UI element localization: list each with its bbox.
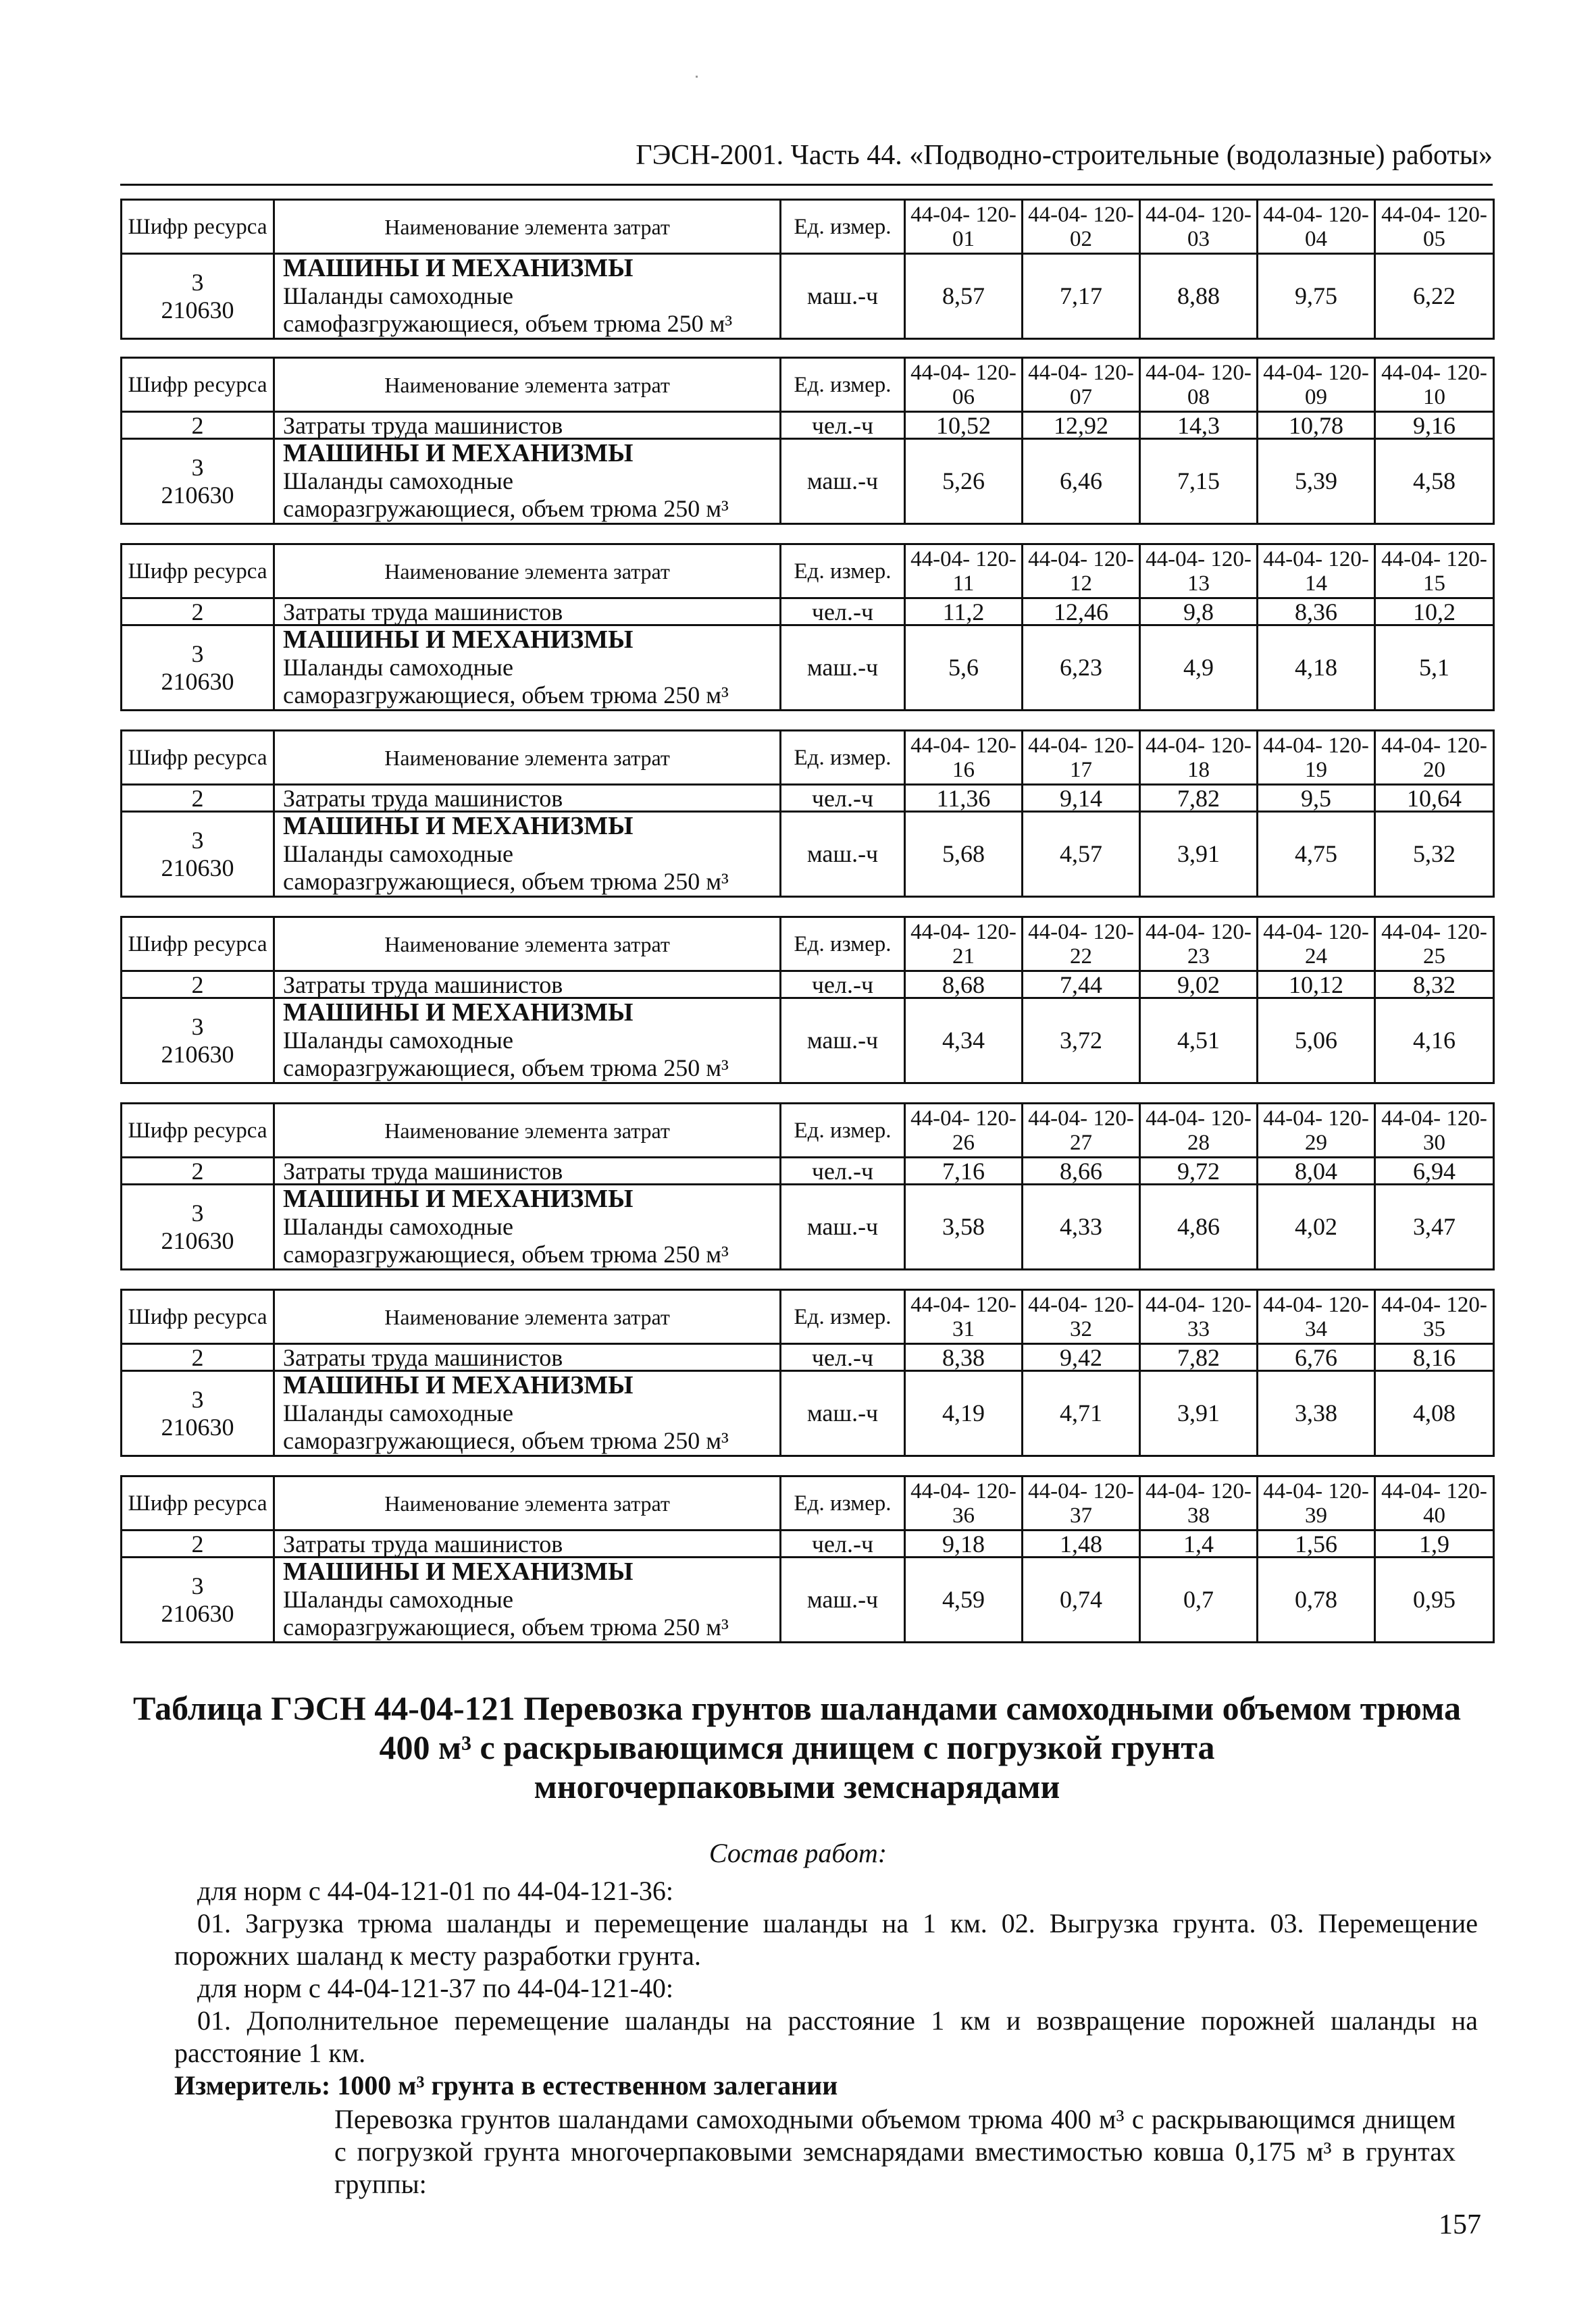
machine-unit: маш.-ч xyxy=(781,998,905,1083)
machine-value: 4,16 xyxy=(1375,998,1494,1083)
machine-value: 4,19 xyxy=(905,1371,1023,1456)
machine-unit: маш.-ч xyxy=(781,1371,905,1456)
norm-code-header: 44-04- 120-17 xyxy=(1023,731,1140,785)
norm-code-header: 44-04- 120-14 xyxy=(1258,544,1375,598)
machine-value: 7,17 xyxy=(1023,254,1140,339)
unit-header: Ед. измер. xyxy=(781,1290,905,1344)
machine-value: 5,06 xyxy=(1258,998,1375,1083)
norm-code-header: 44-04- 120-37 xyxy=(1023,1476,1140,1531)
labor-name: Затраты труда машинистов xyxy=(274,1344,781,1371)
unit-header: Ед. измер. xyxy=(781,358,905,412)
description: Перевозка грунтов шаландами самоходными объемом трюма 400 м³ с раскрывающимся днищем с погрузкой грунта многочерпаковыми земснарядами вместимостью ковша 0,175 м³ в грунтах группы: xyxy=(334,2104,1456,2199)
machine-name: Шаланды самоходные xyxy=(283,282,513,309)
name-header: Наименование элемента затрат xyxy=(274,200,781,254)
machines-section-code: 3 xyxy=(191,826,204,854)
table-title-line-3: многочерпаковыми земснарядами xyxy=(534,1768,1060,1805)
norm-code-header: 44-04- 120-12 xyxy=(1023,544,1140,598)
code-header: Шифр ресурса xyxy=(122,1104,274,1158)
machine-value: 4,9 xyxy=(1140,625,1258,711)
work-items-2: 01. Дополнительное перемещение шаланды на расстояние 1 км и возвращение порожней шаланды на расстояние 1 км. xyxy=(174,2005,1478,2068)
machine-value: 6,22 xyxy=(1375,254,1494,339)
machine-value: 4,08 xyxy=(1375,1371,1494,1456)
machine-unit: маш.-ч xyxy=(781,254,905,339)
labor-value: 8,04 xyxy=(1258,1158,1375,1185)
labor-value: 9,14 xyxy=(1023,785,1140,812)
machine-value: 4,59 xyxy=(905,1558,1023,1643)
machine-name-detail: саморазгружающиеся, объем трюма 250 м³ xyxy=(283,868,729,895)
machines-section-title: МАШИНЫ И МЕХАНИЗМЫ xyxy=(283,812,634,840)
machine-name: Шаланды самоходные xyxy=(283,467,513,494)
name-header: Наименование элемента затрат xyxy=(274,544,781,598)
machines-section-code: 3 xyxy=(191,1012,204,1040)
labor-name: Затраты труда машинистов xyxy=(274,1531,781,1558)
machine-row xyxy=(122,1371,1494,1456)
norm-code-header: 44-04- 120-07 xyxy=(1023,358,1140,412)
norm-code-header: 44-04- 120-39 xyxy=(1258,1476,1375,1531)
machine-value: 5,32 xyxy=(1375,812,1494,897)
machine-name: Шаланды самоходные xyxy=(283,1027,513,1054)
machines-section-title: МАШИНЫ И МЕХАНИЗМЫ xyxy=(283,1185,634,1213)
norms-range-1: для норм с 44-04-121-01 по 44-04-121-36: xyxy=(197,1876,674,1906)
labor-row xyxy=(122,598,1494,625)
resource-table xyxy=(120,199,1495,340)
machine-unit: маш.-ч xyxy=(781,812,905,897)
name-header: Наименование элемента затрат xyxy=(274,917,781,971)
resource-table xyxy=(120,357,1495,525)
labor-value: 9,72 xyxy=(1140,1158,1258,1185)
machine-code: 210630 xyxy=(161,1227,234,1254)
machine-code-cell xyxy=(122,1185,274,1270)
labor-value: 8,36 xyxy=(1258,598,1375,625)
machine-value: 5,1 xyxy=(1375,625,1494,711)
machine-name-cell xyxy=(274,254,781,339)
machines-section-title: МАШИНЫ И МЕХАНИЗМЫ xyxy=(283,625,634,654)
labor-value: 8,32 xyxy=(1375,971,1494,998)
labor-value: 8,38 xyxy=(905,1344,1023,1371)
norm-code-header: 44-04- 120-13 xyxy=(1140,544,1258,598)
norm-code-header: 44-04- 120-06 xyxy=(905,358,1023,412)
labor-row xyxy=(122,412,1494,439)
machine-value: 5,68 xyxy=(905,812,1023,897)
machine-value: 7,15 xyxy=(1140,439,1258,524)
work-composition-heading: Состав работ: xyxy=(709,1838,887,1868)
labor-code: 2 xyxy=(122,971,274,998)
machine-value: 3,47 xyxy=(1375,1185,1494,1270)
machine-value: 4,02 xyxy=(1258,1185,1375,1270)
norm-code-header: 44-04- 120-30 xyxy=(1375,1104,1494,1158)
machine-code: 210630 xyxy=(161,1599,234,1627)
machine-value: 0,78 xyxy=(1258,1558,1375,1643)
machines-section-code: 3 xyxy=(191,268,204,296)
name-header: Наименование элемента затрат xyxy=(274,1476,781,1531)
labor-value: 11,2 xyxy=(905,598,1023,625)
name-header: Наименование элемента затрат xyxy=(274,731,781,785)
code-header: Шифр ресурса xyxy=(122,544,274,598)
machines-section-code: 3 xyxy=(191,640,204,667)
labor-code: 2 xyxy=(122,1344,274,1371)
labor-value: 7,44 xyxy=(1023,971,1140,998)
code-header: Шифр ресурса xyxy=(122,358,274,412)
machine-name-detail: саморазгружающиеся, объем трюма 250 м³ xyxy=(283,682,729,709)
labor-value: 1,48 xyxy=(1023,1531,1140,1558)
name-header: Наименование элемента затрат xyxy=(274,358,781,412)
machine-row xyxy=(122,812,1494,897)
norm-code-header: 44-04- 120-21 xyxy=(905,917,1023,971)
labor-name: Затраты труда машинистов xyxy=(274,971,781,998)
machine-value: 4,18 xyxy=(1258,625,1375,711)
meter-line: Измеритель: 1000 м³ грунта в естественном залегании xyxy=(174,2070,838,2101)
machine-row xyxy=(122,1185,1494,1270)
norm-code-header: 44-04- 120-09 xyxy=(1258,358,1375,412)
norm-code-header: 44-04- 120-29 xyxy=(1258,1104,1375,1158)
resource-table xyxy=(120,916,1495,1084)
machine-name: Шаланды самоходные xyxy=(283,1586,513,1613)
norm-code-header: 44-04- 120-04 xyxy=(1258,200,1375,254)
norm-code-header: 44-04- 120-05 xyxy=(1375,200,1494,254)
labor-value: 9,18 xyxy=(905,1531,1023,1558)
norm-code-header: 44-04- 120-02 xyxy=(1023,200,1140,254)
labor-value: 9,42 xyxy=(1023,1344,1140,1371)
machine-name-detail: саморазгружающиеся, объем трюма 250 м³ xyxy=(283,495,729,522)
labor-value: 10,78 xyxy=(1258,412,1375,439)
work-items-1: 01. Загрузка трюма шаланды и перемещение шаланды на 1 км. 02. Выгрузка грунта. 03. Перемещение порожних шаланд к месту разработки грунта. xyxy=(174,1908,1478,1971)
unit-header: Ед. измер. xyxy=(781,1476,905,1531)
norm-code-header: 44-04- 120-08 xyxy=(1140,358,1258,412)
machine-value: 4,57 xyxy=(1023,812,1140,897)
labor-unit: чел.-ч xyxy=(781,412,905,439)
machine-name-cell xyxy=(274,998,781,1083)
resource-table xyxy=(120,1475,1495,1643)
scan-speck xyxy=(696,76,698,78)
code-header: Шифр ресурса xyxy=(122,1290,274,1344)
machine-value: 3,91 xyxy=(1140,1371,1258,1456)
machine-code-cell xyxy=(122,812,274,897)
machines-section-code: 3 xyxy=(191,1199,204,1227)
name-header: Наименование элемента затрат xyxy=(274,1104,781,1158)
labor-value: 7,82 xyxy=(1140,1344,1258,1371)
machine-name-detail: саморазгружающиеся, объем трюма 250 м³ xyxy=(283,1614,729,1641)
code-header: Шифр ресурса xyxy=(122,731,274,785)
labor-name: Затраты труда машинистов xyxy=(274,785,781,812)
machine-code: 210630 xyxy=(161,481,234,509)
machine-name-cell xyxy=(274,812,781,897)
labor-unit: чел.-ч xyxy=(781,1158,905,1185)
page-number: 157 xyxy=(1439,2209,1481,2240)
machine-row xyxy=(122,439,1494,524)
machine-value: 6,46 xyxy=(1023,439,1140,524)
norm-code-header: 44-04- 120-27 xyxy=(1023,1104,1140,1158)
machine-value: 4,58 xyxy=(1375,439,1494,524)
labor-value: 8,66 xyxy=(1023,1158,1140,1185)
norm-code-header: 44-04- 120-22 xyxy=(1023,917,1140,971)
labor-unit: чел.-ч xyxy=(781,1344,905,1371)
resource-table xyxy=(120,1289,1495,1457)
labor-value: 6,76 xyxy=(1258,1344,1375,1371)
labor-value: 1,56 xyxy=(1258,1531,1375,1558)
norms-range-2: для норм с 44-04-121-37 по 44-04-121-40: xyxy=(197,1973,674,2003)
norm-code-header: 44-04- 120-31 xyxy=(905,1290,1023,1344)
machines-section-code: 3 xyxy=(191,1385,204,1413)
resource-table xyxy=(120,543,1495,711)
labor-code: 2 xyxy=(122,598,274,625)
machine-code: 210630 xyxy=(161,1413,234,1441)
machine-value: 0,7 xyxy=(1140,1558,1258,1643)
machine-name-detail: саморазгружающиеся, объем трюма 250 м³ xyxy=(283,1054,729,1081)
labor-value: 14,3 xyxy=(1140,412,1258,439)
machine-row xyxy=(122,254,1494,339)
norm-code-header: 44-04- 120-40 xyxy=(1375,1476,1494,1531)
machine-code: 210630 xyxy=(161,296,234,324)
page-header: ГЭСН-2001. Часть 44. «Подводно-строительные (водолазные) работы» xyxy=(636,140,1493,171)
machine-value: 0,74 xyxy=(1023,1558,1140,1643)
machines-section-title: МАШИНЫ И МЕХАНИЗМЫ xyxy=(283,1558,634,1586)
unit-header: Ед. измер. xyxy=(781,200,905,254)
norm-code-header: 44-04- 120-32 xyxy=(1023,1290,1140,1344)
resource-table xyxy=(120,729,1495,898)
machine-value: 3,91 xyxy=(1140,812,1258,897)
labor-value: 10,12 xyxy=(1258,971,1375,998)
labor-code: 2 xyxy=(122,1531,274,1558)
norm-code-header: 44-04- 120-20 xyxy=(1375,731,1494,785)
labor-value: 10,52 xyxy=(905,412,1023,439)
labor-value: 9,8 xyxy=(1140,598,1258,625)
norm-code-header: 44-04- 120-33 xyxy=(1140,1290,1258,1344)
machine-value: 4,86 xyxy=(1140,1185,1258,1270)
machine-value: 4,34 xyxy=(905,998,1023,1083)
machine-name-detail: саморазгружающиеся, объем трюма 250 м³ xyxy=(283,1427,729,1454)
norm-code-header: 44-04- 120-28 xyxy=(1140,1104,1258,1158)
labor-value: 1,4 xyxy=(1140,1531,1258,1558)
machine-value: 3,72 xyxy=(1023,998,1140,1083)
norm-code-header: 44-04- 120-10 xyxy=(1375,358,1494,412)
machine-name-cell xyxy=(274,1371,781,1456)
labor-code: 2 xyxy=(122,785,274,812)
labor-row xyxy=(122,971,1494,998)
unit-header: Ед. измер. xyxy=(781,1104,905,1158)
table-title-line-2: 400 м³ с раскрывающимся днищем с погрузкой грунта xyxy=(379,1728,1215,1766)
machines-section-title: МАШИНЫ И МЕХАНИЗМЫ xyxy=(283,998,634,1027)
machines-section-title: МАШИНЫ И МЕХАНИЗМЫ xyxy=(283,439,634,467)
machine-value: 8,88 xyxy=(1140,254,1258,339)
resource-table xyxy=(120,1102,1495,1270)
machine-code-cell xyxy=(122,1558,274,1643)
norm-code-header: 44-04- 120-15 xyxy=(1375,544,1494,598)
machine-unit: маш.-ч xyxy=(781,625,905,711)
machine-value: 3,58 xyxy=(905,1185,1023,1270)
labor-unit: чел.-ч xyxy=(781,971,905,998)
labor-row xyxy=(122,1531,1494,1558)
labor-value: 7,16 xyxy=(905,1158,1023,1185)
unit-header: Ед. измер. xyxy=(781,731,905,785)
machine-name-detail: саморазгружающиеся, объем трюма 250 м³ xyxy=(283,1241,729,1268)
machine-name-cell xyxy=(274,1185,781,1270)
machine-value: 4,51 xyxy=(1140,998,1258,1083)
labor-row xyxy=(122,785,1494,812)
norm-code-header: 44-04- 120-23 xyxy=(1140,917,1258,971)
labor-value: 8,16 xyxy=(1375,1344,1494,1371)
machine-code: 210630 xyxy=(161,1040,234,1068)
norm-code-header: 44-04- 120-19 xyxy=(1258,731,1375,785)
norm-code-header: 44-04- 120-26 xyxy=(905,1104,1023,1158)
labor-value: 9,5 xyxy=(1258,785,1375,812)
machine-value: 4,71 xyxy=(1023,1371,1140,1456)
machine-value: 3,38 xyxy=(1258,1371,1375,1456)
table-title xyxy=(101,1689,1493,1806)
machine-code-cell xyxy=(122,625,274,711)
machines-section-title: МАШИНЫ И МЕХАНИЗМЫ xyxy=(283,1371,634,1399)
machine-name-cell xyxy=(274,439,781,524)
labor-name: Затраты труда машинистов xyxy=(274,598,781,625)
code-header: Шифр ресурса xyxy=(122,1476,274,1531)
labor-value: 12,92 xyxy=(1023,412,1140,439)
labor-unit: чел.-ч xyxy=(781,785,905,812)
machines-section-title: МАШИНЫ И МЕХАНИЗМЫ xyxy=(283,254,634,282)
machine-name-cell xyxy=(274,1558,781,1643)
machines-section-code: 3 xyxy=(191,1572,204,1599)
norm-code-header: 44-04- 120-36 xyxy=(905,1476,1023,1531)
labor-value: 6,94 xyxy=(1375,1158,1494,1185)
machine-value: 5,39 xyxy=(1258,439,1375,524)
machine-value: 9,75 xyxy=(1258,254,1375,339)
labor-value: 1,9 xyxy=(1375,1531,1494,1558)
machine-code-cell xyxy=(122,998,274,1083)
machine-unit: маш.-ч xyxy=(781,439,905,524)
machine-value: 6,23 xyxy=(1023,625,1140,711)
norm-code-header: 44-04- 120-34 xyxy=(1258,1290,1375,1344)
machine-row xyxy=(122,625,1494,711)
labor-name: Затраты труда машинистов xyxy=(274,412,781,439)
machines-section-code: 3 xyxy=(191,453,204,481)
unit-header: Ед. измер. xyxy=(781,544,905,598)
machine-value: 4,75 xyxy=(1258,812,1375,897)
machine-code-cell xyxy=(122,254,274,339)
labor-value: 8,68 xyxy=(905,971,1023,998)
norm-code-header: 44-04- 120-38 xyxy=(1140,1476,1258,1531)
machine-row xyxy=(122,1558,1494,1643)
machine-name-cell xyxy=(274,625,781,711)
machine-unit: маш.-ч xyxy=(781,1558,905,1643)
labor-name: Затраты труда машинистов xyxy=(274,1158,781,1185)
labor-value: 10,2 xyxy=(1375,598,1494,625)
norm-code-header: 44-04- 120-11 xyxy=(905,544,1023,598)
machine-name-detail: самофазгружающиеся, объем трюма 250 м³ xyxy=(283,310,733,337)
machine-name: Шаланды самоходные xyxy=(283,840,513,867)
machine-code-cell xyxy=(122,1371,274,1456)
labor-unit: чел.-ч xyxy=(781,1531,905,1558)
labor-row xyxy=(122,1158,1494,1185)
code-header: Шифр ресурса xyxy=(122,917,274,971)
labor-value: 9,16 xyxy=(1375,412,1494,439)
labor-unit: чел.-ч xyxy=(781,598,905,625)
labor-value: 12,46 xyxy=(1023,598,1140,625)
labor-code: 2 xyxy=(122,412,274,439)
machine-value: 8,57 xyxy=(905,254,1023,339)
machine-name: Шаланды самоходные xyxy=(283,1399,513,1426)
norm-code-header: 44-04- 120-35 xyxy=(1375,1290,1494,1344)
header-rule xyxy=(120,184,1493,186)
machine-value: 0,95 xyxy=(1375,1558,1494,1643)
machine-value: 5,6 xyxy=(905,625,1023,711)
machine-code: 210630 xyxy=(161,667,234,695)
machine-value: 4,33 xyxy=(1023,1185,1140,1270)
name-header: Наименование элемента затрат xyxy=(274,1290,781,1344)
machine-name: Шаланды самоходные xyxy=(283,1213,513,1240)
machine-code: 210630 xyxy=(161,854,234,881)
machine-name: Шаланды самоходные xyxy=(283,654,513,681)
labor-value: 9,02 xyxy=(1140,971,1258,998)
code-header: Шифр ресурса xyxy=(122,200,274,254)
machine-code-cell xyxy=(122,439,274,524)
norm-code-header: 44-04- 120-03 xyxy=(1140,200,1258,254)
norm-code-header: 44-04- 120-01 xyxy=(905,200,1023,254)
unit-header: Ед. измер. xyxy=(781,917,905,971)
machine-value: 5,26 xyxy=(905,439,1023,524)
machine-unit: маш.-ч xyxy=(781,1185,905,1270)
labor-value: 7,82 xyxy=(1140,785,1258,812)
labor-row xyxy=(122,1344,1494,1371)
norm-code-header: 44-04- 120-16 xyxy=(905,731,1023,785)
labor-code: 2 xyxy=(122,1158,274,1185)
norm-code-header: 44-04- 120-24 xyxy=(1258,917,1375,971)
norm-code-header: 44-04- 120-25 xyxy=(1375,917,1494,971)
labor-value: 10,64 xyxy=(1375,785,1494,812)
norm-code-header: 44-04- 120-18 xyxy=(1140,731,1258,785)
machine-row xyxy=(122,998,1494,1083)
labor-value: 11,36 xyxy=(905,785,1023,812)
table-title-line-1: Таблица ГЭСН 44-04-121 Перевозка грунтов шаландами самоходными объемом трюма xyxy=(133,1689,1461,1727)
